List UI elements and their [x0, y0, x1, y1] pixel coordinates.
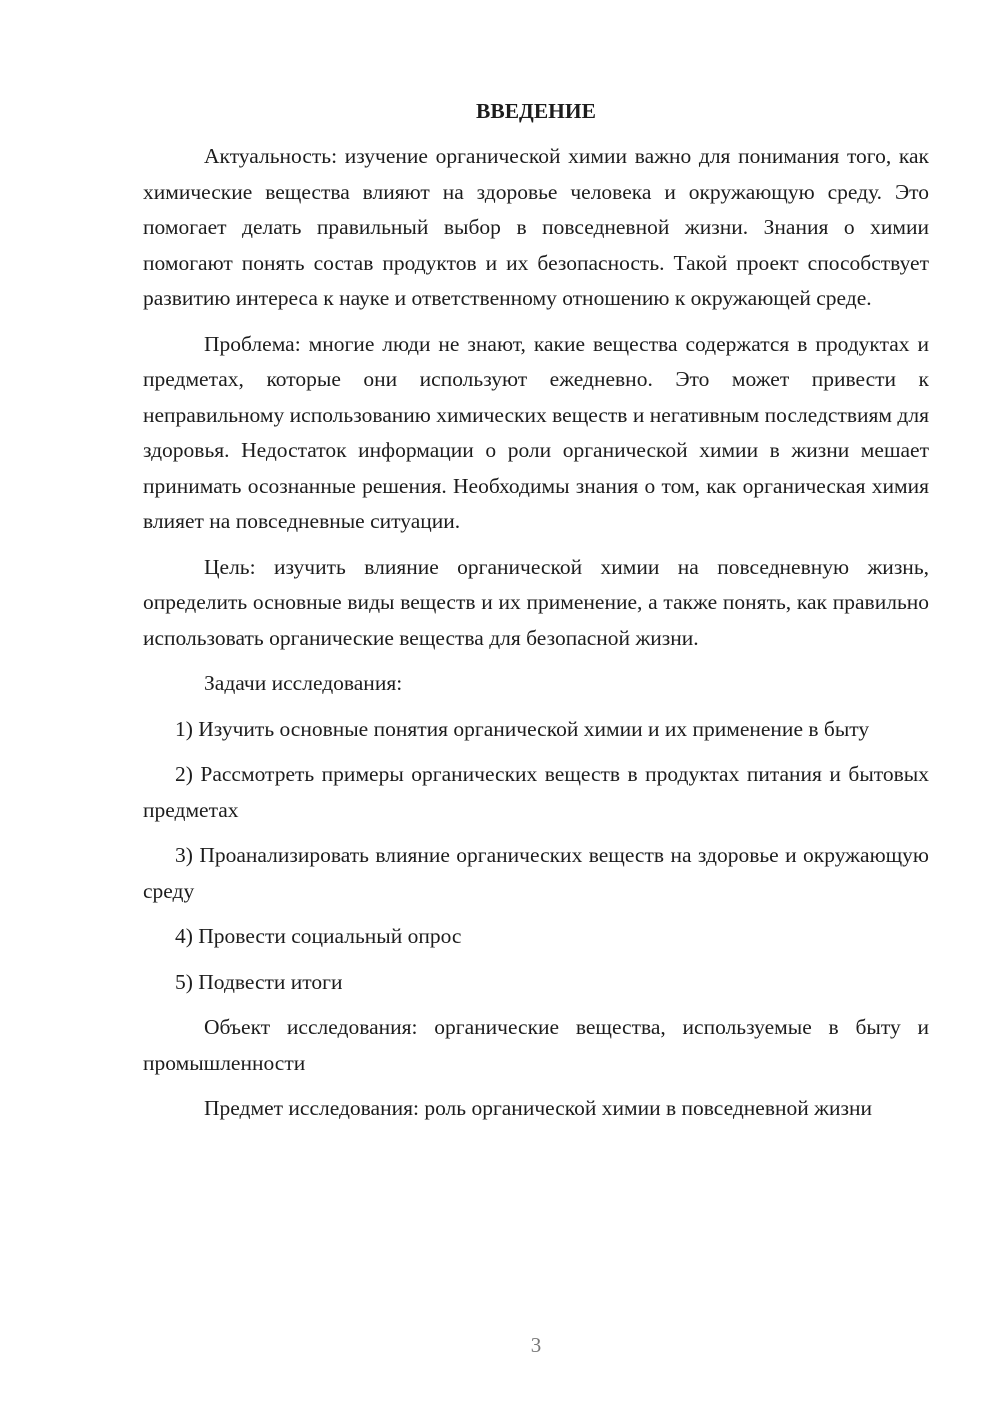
- task-item-5: 5) Подвести итоги: [175, 969, 343, 994]
- problem-paragraph: Проблема: многие люди не знают, какие вещества содержатся в продуктах и предметах, которые они используют ежедневно. Это может привести к неправильному использованию химических веществ и негативным последствиям для здоровья. Недостаток информации о роли органической химии в жизни мешает принимать осознанные решения. Необходимы знания о том, как органическая химия влияет на повседневные ситуации.: [143, 331, 929, 533]
- document-page: [143, 94, 929, 1137]
- task-item-4: 4) Провести социальный опрос: [175, 924, 462, 948]
- section-title: ВВЕДЕНИЕ: [476, 99, 596, 123]
- relevance-paragraph: Актуальность: изучение органической химии важно для понимания того, как химические вещества влияют на здоровье человека и окружающую среду. Это помогает делать правильный выбор в повседневной жизни. Знания о химии помогают понять состав продуктов и их безопасность. Такой проект способствует развитию интереса к науке и ответственному отношению к окружающей среде.: [143, 144, 929, 310]
- subject-paragraph: Предмет исследования: роль органической химии в повседневной жизни: [204, 1096, 873, 1120]
- task-item-1: 1) Изучить основные понятия органической химии и их применение в быту: [175, 716, 870, 741]
- goal-paragraph: Цель: изучить влияние органической химии на повседневную жизнь, определить основные виды веществ и их применение, а также понять, как правильно использовать органические вещества для безопасной жизни.: [143, 554, 929, 650]
- task-item-2: 2) Рассмотреть примеры органических веществ в продуктах питания и бытовых предметах: [143, 762, 929, 822]
- object-paragraph: Объект исследования: органические вещества, используемые в быту и промышленности: [143, 1015, 929, 1075]
- task-item-3: 3) Проанализировать влияние органических веществ на здоровье и окружающую среду: [143, 843, 929, 903]
- tasks-list: [143, 712, 929, 1001]
- tasks-heading: Задачи исследования:: [204, 671, 403, 695]
- page-number: 3: [530, 1333, 542, 1357]
